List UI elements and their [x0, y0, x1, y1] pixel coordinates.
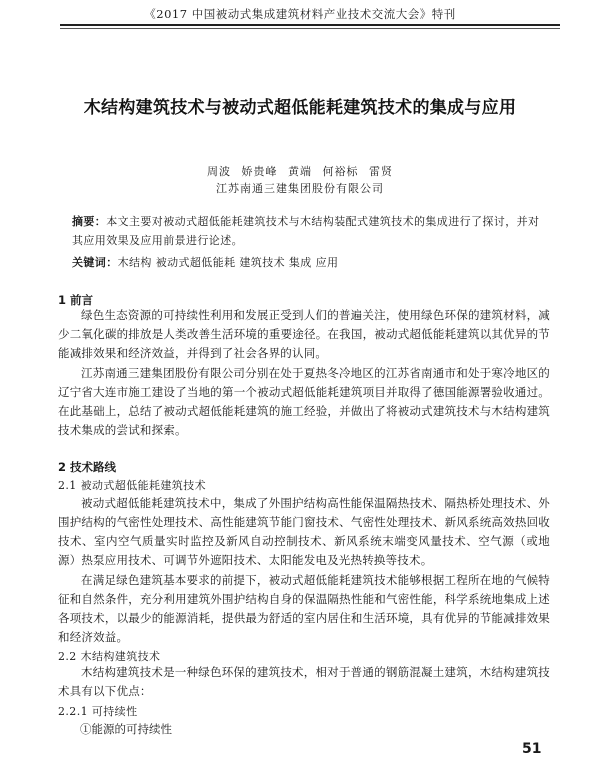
paper-title: 木结构建筑技术与被动式超低能耗建筑技术的集成与应用 [83, 98, 517, 118]
paragraph: 被动式超低能耗建筑技术中，集成了外围护结构高性能保温隔热技术、隔热桥处理技术、外围护结构的气密性处理技术、高性能建筑节能门窗技术、气密性处理技术、新风系统高效热回收技术、室内空气质量实时监控及新风自动控制技术、新风系统末端变风量技术、空气源（或地源）热泵应用技术、可调节外遮阳技术、太阳能发电及光热转换等技术。 [58, 496, 550, 567]
keywords-text: 木结构 被动式超低能耗 建筑技术 集成 应用 [117, 256, 339, 269]
paragraph: 江苏南通三建集团股份有限公司分别在处于夏热冬冷地区的江苏省南通市和处于寒冷地区的辽宁省大连市施工建设了当地的第一个被动式超低能耗建筑项目并取得了德国能源署验收通过。在此基础上，总结了被动式超低能耗建筑的施工经验，并做出了将被动式建筑技术与木结构建筑技术集成的尝试和探索。 [58, 366, 550, 437]
affiliation: 江苏南通三建集团股份有限公司 [216, 182, 384, 195]
subsection-heading-2-1: 2.1 被动式超低能耗建筑技术 [58, 479, 206, 492]
keywords [72, 254, 548, 270]
page-number: 51 [522, 741, 542, 757]
abstract-label: 摘要： [72, 215, 107, 228]
section-heading-2: 2 技术路线 [58, 460, 117, 474]
author-list: 周波 娇贵峰 黄端 何裕标 雷贤 [207, 165, 393, 178]
header-rule-thin [60, 28, 560, 29]
section-heading-1: 1 前言 [58, 293, 94, 307]
abstract [72, 212, 548, 250]
header-rule-thick [60, 24, 560, 26]
keywords-label: 关键词： [72, 256, 118, 269]
paragraph: 木结构建筑技术是一种绿色环保的建筑技术，相对于普通的钢筋混凝土建筑，木结构建筑技术具有以下优点： [58, 665, 550, 698]
abstract-text: 本文主要对被动式超低能耗建筑技术与木结构装配式建筑技术的集成进行了探讨，并对其应用效果及应用前景进行论述。 [72, 215, 540, 247]
list-item: ①能源的可持续性 [80, 722, 172, 736]
running-header: 《2017 中国被动式集成建筑材料产业技术交流大会》特刊 [144, 7, 456, 21]
subsection-heading-2-2: 2.2 木结构建筑技术 [58, 650, 161, 663]
paragraph: 在满足绿色建筑基本要求的前提下，被动式超低能耗建筑技术能够根据工程所在地的气候特征和自然条件，充分利用建筑外围护结构自身的保温隔热性能和气密性能，科学系统地集成上述各项技术，以最少的能源消耗，提供最为舒适的室内居住和生活环境，具有优异的节能减排效果和经济效益。 [58, 573, 550, 644]
paragraph: 绿色生态资源的可持续性利用和发展正受到人们的普遍关注，使用绿色环保的建筑材料，减少二氧化碳的排放是人类改善生活环境的重要途径。在我国，被动式超低能耗建筑以其优异的节能减排效果和经济效益，并得到了社会各界的认同。 [58, 308, 550, 360]
subsection-heading-2-2-1: 2.2.1 可持续性 [58, 705, 138, 718]
